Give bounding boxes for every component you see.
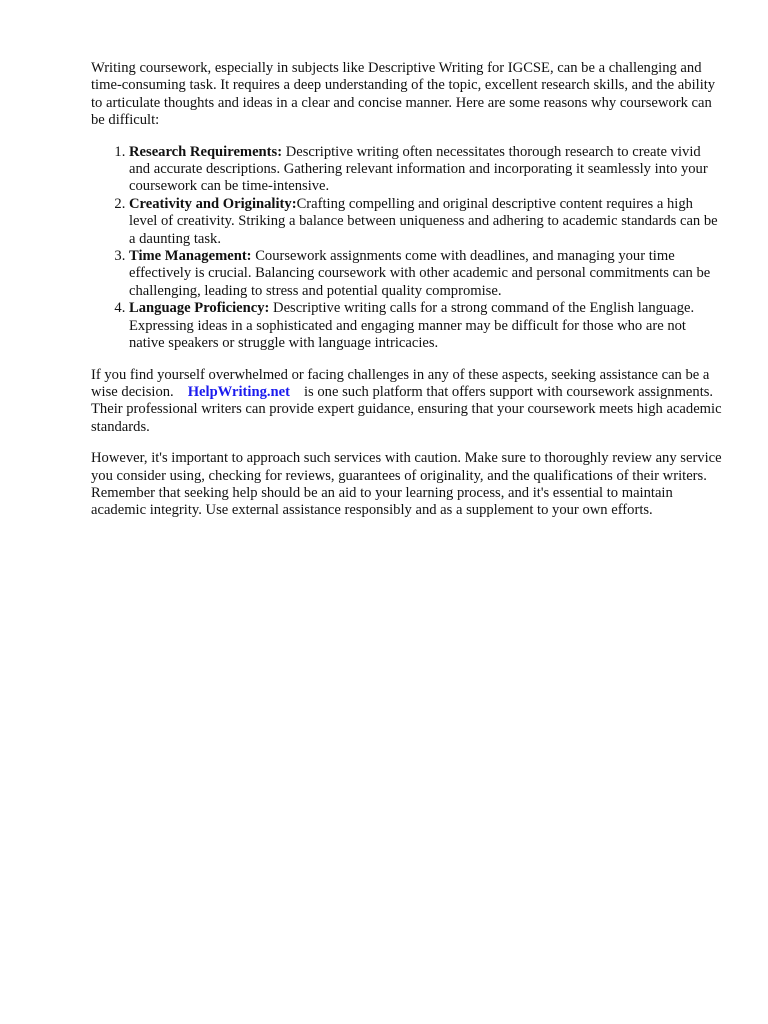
reason-title: Research Requirements: <box>129 143 283 160</box>
list-item <box>129 248 723 300</box>
assistance-paragraph <box>91 367 723 437</box>
list-item <box>129 300 723 352</box>
list-item <box>129 144 723 196</box>
reason-text: Descriptive writing often necessitates thorough research to create vivid and accurate descriptions. Gathering relevant information and incorporating it seamlessly into your coursework can be time-intensive. <box>129 143 708 195</box>
helpwriting-link[interactable]: HelpWriting.net <box>187 383 290 400</box>
caution-paragraph: However, it's important to approach such services with caution. Make sure to thoroughly review any service you consider using, checking for reviews, guarantees of originality, and the qualifications of their writers. Remember that seeking help should be an aid to your learning process, and it's essential to maintain academic integrity. Use external assistance responsibly and as a supplement to your own efforts. <box>91 450 722 519</box>
reason-title: Time Management: <box>129 248 252 265</box>
reason-text: Descriptive writing calls for a strong command of the English language. Expressing ideas in a sophisticated and engaging manner may be difficult for those who are not native speakers or struggle with language intricacies. <box>129 300 695 352</box>
document-page <box>91 60 723 534</box>
reason-text: Coursework assignments come with deadlines, and managing your time effectively is crucial. Balancing coursework with other academic and personal commitments can be challenging, leading to stress and potential quality compromise. <box>129 248 711 299</box>
reason-text: Crafting compelling and original descriptive content requires a high level of creativity. Striking a balance between uniqueness and adhering to academic standards can be a daunting task. <box>129 195 718 247</box>
intro-paragraph: Writing coursework, especially in subjects like Descriptive Writing for IGCSE, can be a challenging and time-consuming task. It requires a deep understanding of the topic, excellent research skills, and the ability to articulate thoughts and ideas in a clear and concise manner. Here are some reasons why coursework can be difficult: <box>91 60 716 129</box>
reason-title: Creativity and Originality: <box>129 195 297 212</box>
assistance-text-before: If you find yourself overwhelmed or facing challenges in any of these aspects, seeking assistance can be a wise decision. <box>91 366 710 400</box>
reasons-list <box>91 144 723 353</box>
reason-title: Language Proficiency: <box>129 300 270 317</box>
assistance-text-after: is one such platform that offers support with coursework assignments. Their professional writers can provide expert guidance, ensuring that your coursework meets high academic standards. <box>91 383 722 435</box>
list-item <box>129 196 723 248</box>
